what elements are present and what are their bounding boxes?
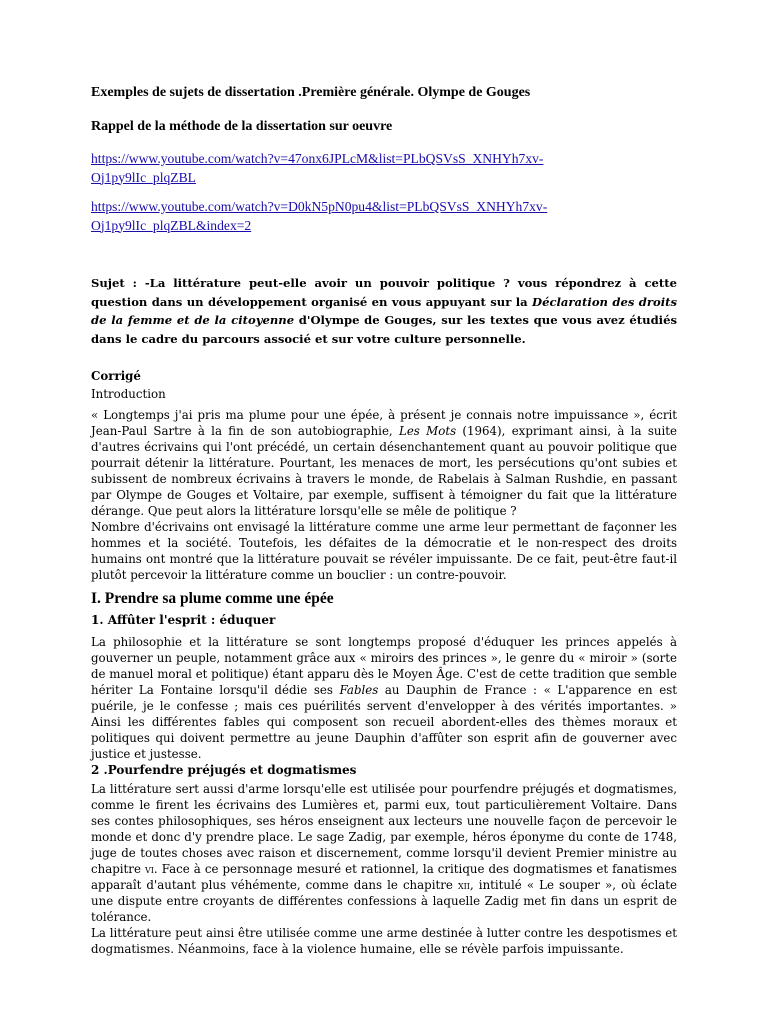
sujet-text-1: Sujet : -La littérature peut-elle avoir un pouvoir politique ? vous répondrez à cette question dans un développement organisé en vous appuyant sur la [91,276,677,309]
introduction-label: Introduction [91,387,166,401]
intro-p1-italic: Les Mots [398,424,457,438]
sub2-chapter-xii: xii [457,878,470,892]
document-page [91,84,677,957]
video-link-1-line2[interactable]: Oj1py9lIc_plqZBL [91,169,196,185]
sujet-text-italic: Déclaration des droits de la femme et de la citoyenne [91,294,677,327]
sub2-text-a: La littérature sert aussi d'arme lorsqu'elle est utilisée pour pourfendre préjugés et dogmatismes, comme le firent les écrivains des Lumières et, parmi eux, tout particulièrement Voltaire. Dans ses contes philosophiques, ses héros enseignent aux lecteurs une nouvelle façon de percevoir le monde et donc d'y prendre place. Le sage Zadig, par exemple, héros éponyme du conte de 1748, juge de toutes choses avec raison et discernement, comme lorsqu'il devient Premier ministre au chapitre [91,782,677,876]
subsection-2-paragraph-2: La littérature peut ainsi être utilisée comme une arme destinée à lutter contre les despotismes et dogmatismes. Néanmoins, face à la violence humaine, elle se révèle parfois impuissante. [91,926,677,956]
sub1-italic: Fables [339,683,379,697]
subsection-1-title: 1. Affûter l'esprit : éduquer [91,613,276,627]
sub2-text-b: . Face à ce personnage mesuré et rationnel, la critique des dogmatismes et fanatismes apparaît d'autant plus véhémente, comme dans le chapitre [91,862,677,892]
sujet-text-2: d'Olympe de Gouges, sur les textes que vous avez étudiés dans le cadre du parcours associé et sur votre culture personnelle. [91,313,677,346]
subsection-2-paragraph-1 [91,781,677,925]
subsection-1-paragraph [91,634,677,762]
section-1-title: I. Prendre sa plume comme une épée [91,590,334,607]
sub1-text-b: au Dauphin de France : « L'apparence en est puérile, je le confesse ; mais ces puérilités servent d'envelopper à des vérités importantes. » Ainsi les différentes fables qui composent son recueil abordent-elles des thèmes moraux et politiques qui doivent permettre au jeune Dauphin d'affûter son esprit afin de gouverner avec justice et justesse. [91,683,677,761]
document-title: Exemples de sujets de dissertation .Première générale. Olympe de Gouges [91,85,531,100]
rappel-heading: Rappel de la méthode de la dissertation sur oeuvre [91,119,393,134]
video-link-1-line1[interactable]: https://www.youtube.com/watch?v=47onx6JPLcM&list=PLbQSVsS_XNHYh7xv- [91,151,544,166]
intro-paragraph-1 [91,407,677,519]
sub1-text-a: La philosophie et la littérature se sont longtemps proposé d'éduquer les princes appelés à gouverner un peuple, notamment grâce aux « miroirs des princes », le genre du « miroir » (sorte de manuel moral et politique) étant apparu dès le Moyen Âge. C'est de cette tradition que semble hériter La Fontaine lorsqu'il dédie ses [91,635,677,697]
corrige-label: Corrigé [91,369,141,383]
intro-p1-text-a: « Longtemps j'ai pris ma plume pour une épée, à présent je connais notre impuissance », écrit Jean-Paul Sartre à la fin de son autobiographie, [91,408,677,438]
intro-paragraph-2: Nombre d'écrivains ont envisagé la littérature comme une arme leur permettant de façonner les hommes et la société. Toutefois, les défaites de la démocratie et le non-respect des droits humains ont montré que la littérature pouvait se révéler impuissante. De ce fait, peut-être faut-il plutôt percevoir la littérature comme un bouclier : un contre-pouvoir. [91,520,677,582]
sub2-text-c: , intitulé « Le souper », où éclate une dispute entre croyants de différentes confessions à laquelle Zadig met fin dans un esprit de tolérance. [91,878,677,924]
video-link-2-line1[interactable]: https://www.youtube.com/watch?v=D0kN5pN0pu4&list=PLbQSVsS_XNHYh7xv- [91,199,548,214]
subsection-2-title: 2 .Pourfendre préjugés et dogmatismes [91,763,357,777]
video-link-1[interactable] [91,150,677,187]
video-link-2-line2[interactable]: Oj1py9lIc_plqZBL&index=2 [91,217,252,233]
video-link-2[interactable] [91,198,677,235]
intro-p1-text-b: (1964), exprimant ainsi, à la suite d'autres écrivains qui l'ont précédé, un certain désenchantement quant au pouvoir politique que pourrait détenir la littérature. Pourtant, les menaces de mort, les persécutions qu'ont subies et subissent de nombreux écrivains à travers le monde, de Rabelais à Salman Rushdie, en passant par Olympe de Gouges et Voltaire, par exemple, suffisent à témoigner du fait que la littérature dérange. Que peut alors la littérature lorsqu'elle se mêle de politique ? [91,424,677,518]
sujet-paragraph [91,274,677,348]
sub2-chapter-vi: vi [144,862,154,876]
